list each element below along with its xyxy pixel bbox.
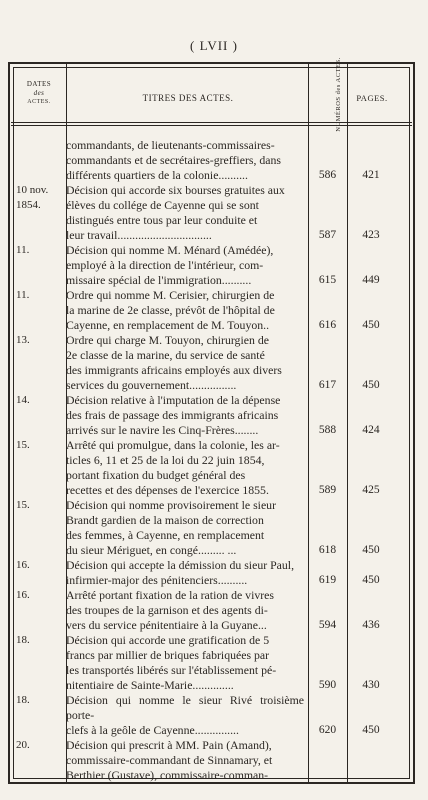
entry-title [66, 588, 308, 633]
entry-title-line: commissaire-commandant de Sinnamary, et [66, 753, 273, 767]
entry-date: 16. [16, 589, 30, 601]
entry-title-line: missaire spécial de l'immigration.......... [66, 273, 252, 287]
entry-title [66, 693, 308, 738]
table-row [0, 243, 428, 288]
entry-title-line: Arrêté portant fixation de la ration de vivres [66, 588, 275, 602]
header-numeros [310, 57, 344, 132]
entry-page: 421 [362, 169, 380, 181]
header-pages: PAGES. [356, 93, 388, 103]
entry-title-line: Arrêté qui promulgue, dans la colonie, les ar- [66, 438, 280, 452]
entry-title-line: vers du service pénitentiaire à la Guyane... [66, 618, 267, 632]
table-row [0, 288, 428, 333]
entry-title-line: des immigrants africains employés aux divers [66, 363, 282, 377]
entry-title-line: différents quartiers de la colonie.......... [66, 168, 248, 182]
entry-number: 615 [318, 274, 337, 286]
entry-date: 13. [16, 334, 30, 346]
table-row [0, 693, 428, 738]
entry-title-line: des femmes, à Cayenne, en remplacement [66, 528, 265, 542]
entry-number: 594 [318, 619, 337, 631]
table-row [0, 393, 428, 438]
entry-date: 14. [16, 394, 30, 406]
entry-title-line: clefs à la geôle de Cayenne............... [66, 723, 239, 737]
entry-title [66, 288, 308, 333]
entry-title-line: la marine de 2e classe, prévôt de l'hôpital de [66, 303, 275, 317]
entry-page: 424 [362, 424, 380, 436]
entry-title-line: employé à la direction de l'intérieur, com- [66, 258, 264, 272]
entry-title [66, 738, 308, 783]
entry-number: 589 [318, 484, 337, 496]
entry-date: 18. [16, 634, 30, 646]
table-row [0, 498, 428, 558]
entry-title-line: leur travail................................ [66, 228, 212, 242]
entry-page: 430 [362, 679, 380, 691]
entry-page: 449 [362, 274, 380, 286]
entry-title-line: francs par millier de briques fabriquées par [66, 648, 270, 662]
entry-title-line: portant fixation du budget général des [66, 468, 246, 482]
entry-title-line: du sieur Mériguet, en congé......... ... [66, 543, 237, 557]
entry-title [66, 183, 308, 243]
entry-date: 11. [16, 244, 30, 256]
entry-page: 450 [362, 724, 380, 736]
entry-title-line: commandants et de secrétaires-greffiers, dans [66, 153, 281, 167]
entry-number: 618 [318, 544, 337, 556]
entry-date [0, 138, 66, 183]
entry-title-line: commandants, de lieutenants-commissaires- [66, 138, 275, 152]
entry-title [66, 243, 308, 288]
entry-title-line: Décision qui prescrit à MM. Pain (Amand), [66, 738, 272, 752]
entry-title-line: arrivés sur le navire les Cinq-Frères........ [66, 423, 259, 437]
entry-number: 619 [318, 574, 337, 586]
entry-title-line: Brandt gardien de la maison de correction [66, 513, 264, 527]
entry-number: 587 [318, 229, 337, 241]
entry-number: 586 [318, 169, 337, 181]
entry-title [66, 138, 308, 183]
entry-page: 450 [362, 544, 380, 556]
entry-title-line: nitentiaire de Sainte-Marie.............. [66, 678, 234, 692]
entry-title-line: élèves du collége de Cayenne qui se sont [66, 198, 259, 212]
page-number: ( LVII ) [190, 38, 238, 53]
entry-title-line: Cayenne, en remplacement de M. Touyon.. [66, 318, 270, 332]
entry-title-line: Ordre qui charge M. Touyon, chirurgien de [66, 333, 269, 347]
entry-title-line: Décision qui nomme M. Ménard (Amédée), [66, 243, 274, 257]
entry-title-line: Décision qui nomme le sieur Rivé troisième porte- [66, 693, 304, 722]
header-numeros-text: NUMÉROS des ACTES. [334, 57, 342, 132]
entry-title-line: infirmier-major des pénitenciers.......... [66, 573, 248, 587]
entry-title-line: recettes et des dépenses de l'exercice 1855. [66, 483, 269, 497]
header-dates-line: DATES [26, 80, 52, 88]
entries-list [0, 138, 428, 783]
entry-title [66, 438, 308, 498]
entry-date: 20. [16, 739, 30, 751]
entry-date: 18. [16, 694, 30, 706]
table-row [0, 558, 428, 588]
entry-number: 617 [318, 379, 337, 391]
entry-number: 620 [318, 724, 337, 736]
entry-title-line: Berthier (Gustave), commissaire-comman- [66, 768, 269, 782]
entry-title-line: des troupes de la garnison et des agents di- [66, 603, 268, 617]
header-dates [14, 80, 64, 107]
table-row [0, 333, 428, 393]
entry-date: 10 nov. 1854. [16, 184, 49, 211]
table-row [0, 588, 428, 633]
entry-title [66, 393, 308, 438]
entry-title [66, 633, 308, 693]
entry-page: 450 [362, 379, 380, 391]
entry-title-line: Décision qui accorde six bourses gratuites aux [66, 183, 285, 197]
entry-date: 11. [16, 289, 30, 301]
entry-page: 450 [362, 319, 380, 331]
entry-title [66, 558, 308, 588]
table-row [0, 633, 428, 693]
entry-page: 450 [362, 574, 380, 586]
entry-title-line: Décision relative à l'imputation de la dépense [66, 393, 281, 407]
header-rule [11, 125, 412, 126]
entry-number: 590 [318, 679, 337, 691]
entry-number: 588 [318, 424, 337, 436]
entry-page: 436 [362, 619, 380, 631]
table-row [0, 738, 428, 783]
header-titres: TITRES DES ACTES. [142, 93, 234, 103]
entry-page: 423 [362, 229, 380, 241]
entry-title-line: Décision qui accorde une gratification de 5 [66, 633, 270, 647]
entry-title-line: ticles 6, 11 et 25 de la loi du 22 juin 1854, [66, 453, 265, 467]
entry-date: 16. [16, 559, 30, 571]
entry-title [66, 333, 308, 393]
table-row [0, 438, 428, 498]
table-row [0, 138, 428, 183]
header-rule [11, 122, 412, 123]
entry-title-line: des frais de passage des immigrants africains [66, 408, 279, 422]
entry-title [66, 498, 308, 558]
table-row [0, 183, 428, 243]
entry-title-line: distingués entre tous par leur conduite et [66, 213, 258, 227]
entry-date: 15. [16, 439, 30, 451]
entry-date: 15. [16, 499, 30, 511]
entry-title-line: Ordre qui nomme M. Cerisier, chirurgien de [66, 288, 275, 302]
entry-title-line: Décision qui accepte la démission du sieur Paul, [66, 558, 295, 572]
entry-number: 616 [318, 319, 337, 331]
entry-title-line: les transportés libérés sur l'établissement pé- [66, 663, 277, 677]
entry-title-line: 2e classe de la marine, du service de santé [66, 348, 265, 362]
header-dates-line: ACTES. [27, 99, 51, 105]
entry-title-line: Décision qui nomme provisoirement le sieur [66, 498, 277, 512]
entry-page: 425 [362, 484, 380, 496]
entry-title-line: services du gouvernement................ [66, 378, 237, 392]
header-dates-line: des [33, 89, 45, 97]
